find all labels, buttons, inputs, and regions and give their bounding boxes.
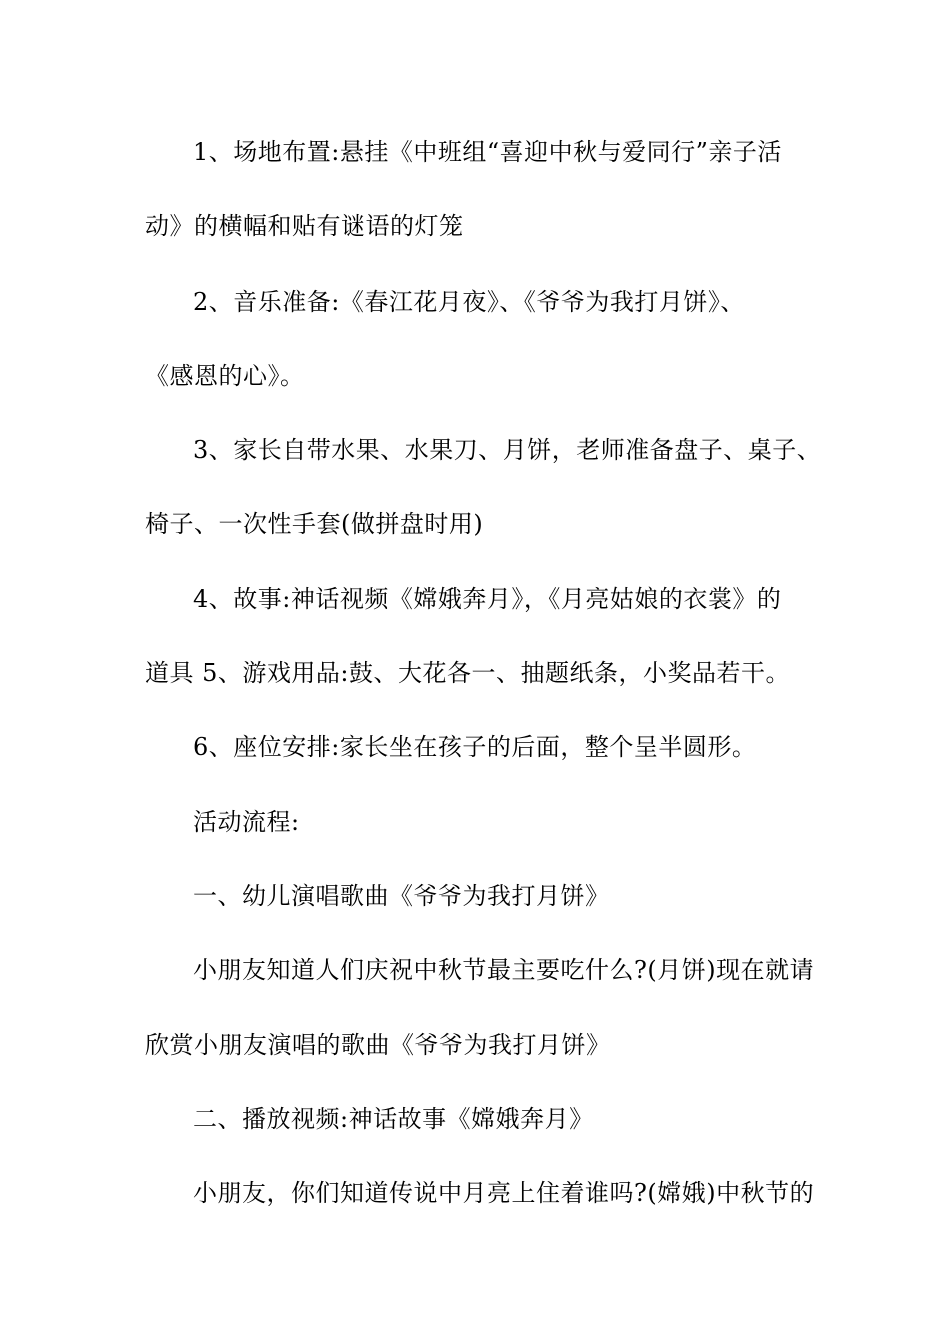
section-heading: 二、播放视频:神话故事《嫦娥奔月》: [193, 1105, 594, 1133]
paragraph-line: 3、家长自带水果、水果刀、月饼，老师准备盘子、桌子、: [193, 436, 822, 464]
paragraph-line: 4、故事:神话视频《嫦娥奔月》，《月亮姑娘的衣裳》的: [193, 585, 782, 613]
paragraph-line: 动》的横幅和贴有谜语的灯笼: [145, 212, 464, 240]
paragraph-line: 欣赏小朋友演唱的歌曲《爷爷为我打月饼》: [145, 1031, 611, 1059]
paragraph-line: 2、音乐准备:《春江花月夜》、《爷爷为我打月饼》、: [193, 288, 745, 316]
paragraph-line: 道具 5、游戏用品:鼓、大花各一、抽题纸条，小奖品若干。: [145, 659, 790, 687]
paragraph-line: 6、座位安排:家长坐在孩子的后面，整个呈半圆形。: [193, 733, 757, 761]
paragraph-line: 小朋友，你们知道传说中月亮上住着谁吗?(嫦娥)中秋节的: [193, 1179, 815, 1207]
section-heading: 一、幼儿演唱歌曲《爷爷为我打月饼》: [193, 882, 610, 910]
paragraph-line: 椅子、一次性手套(做拼盘时用): [145, 510, 484, 538]
paragraph-line: 1、场地布置:悬挂《中班组“喜迎中秋与爱同行”亲子活: [193, 138, 782, 166]
paragraph-line: 小朋友知道人们庆祝中秋节最主要吃什么?(月饼)现在就请: [193, 956, 815, 984]
paragraph-line: 《感恩的心》。: [145, 362, 305, 390]
section-heading: 活动流程:: [193, 808, 300, 836]
